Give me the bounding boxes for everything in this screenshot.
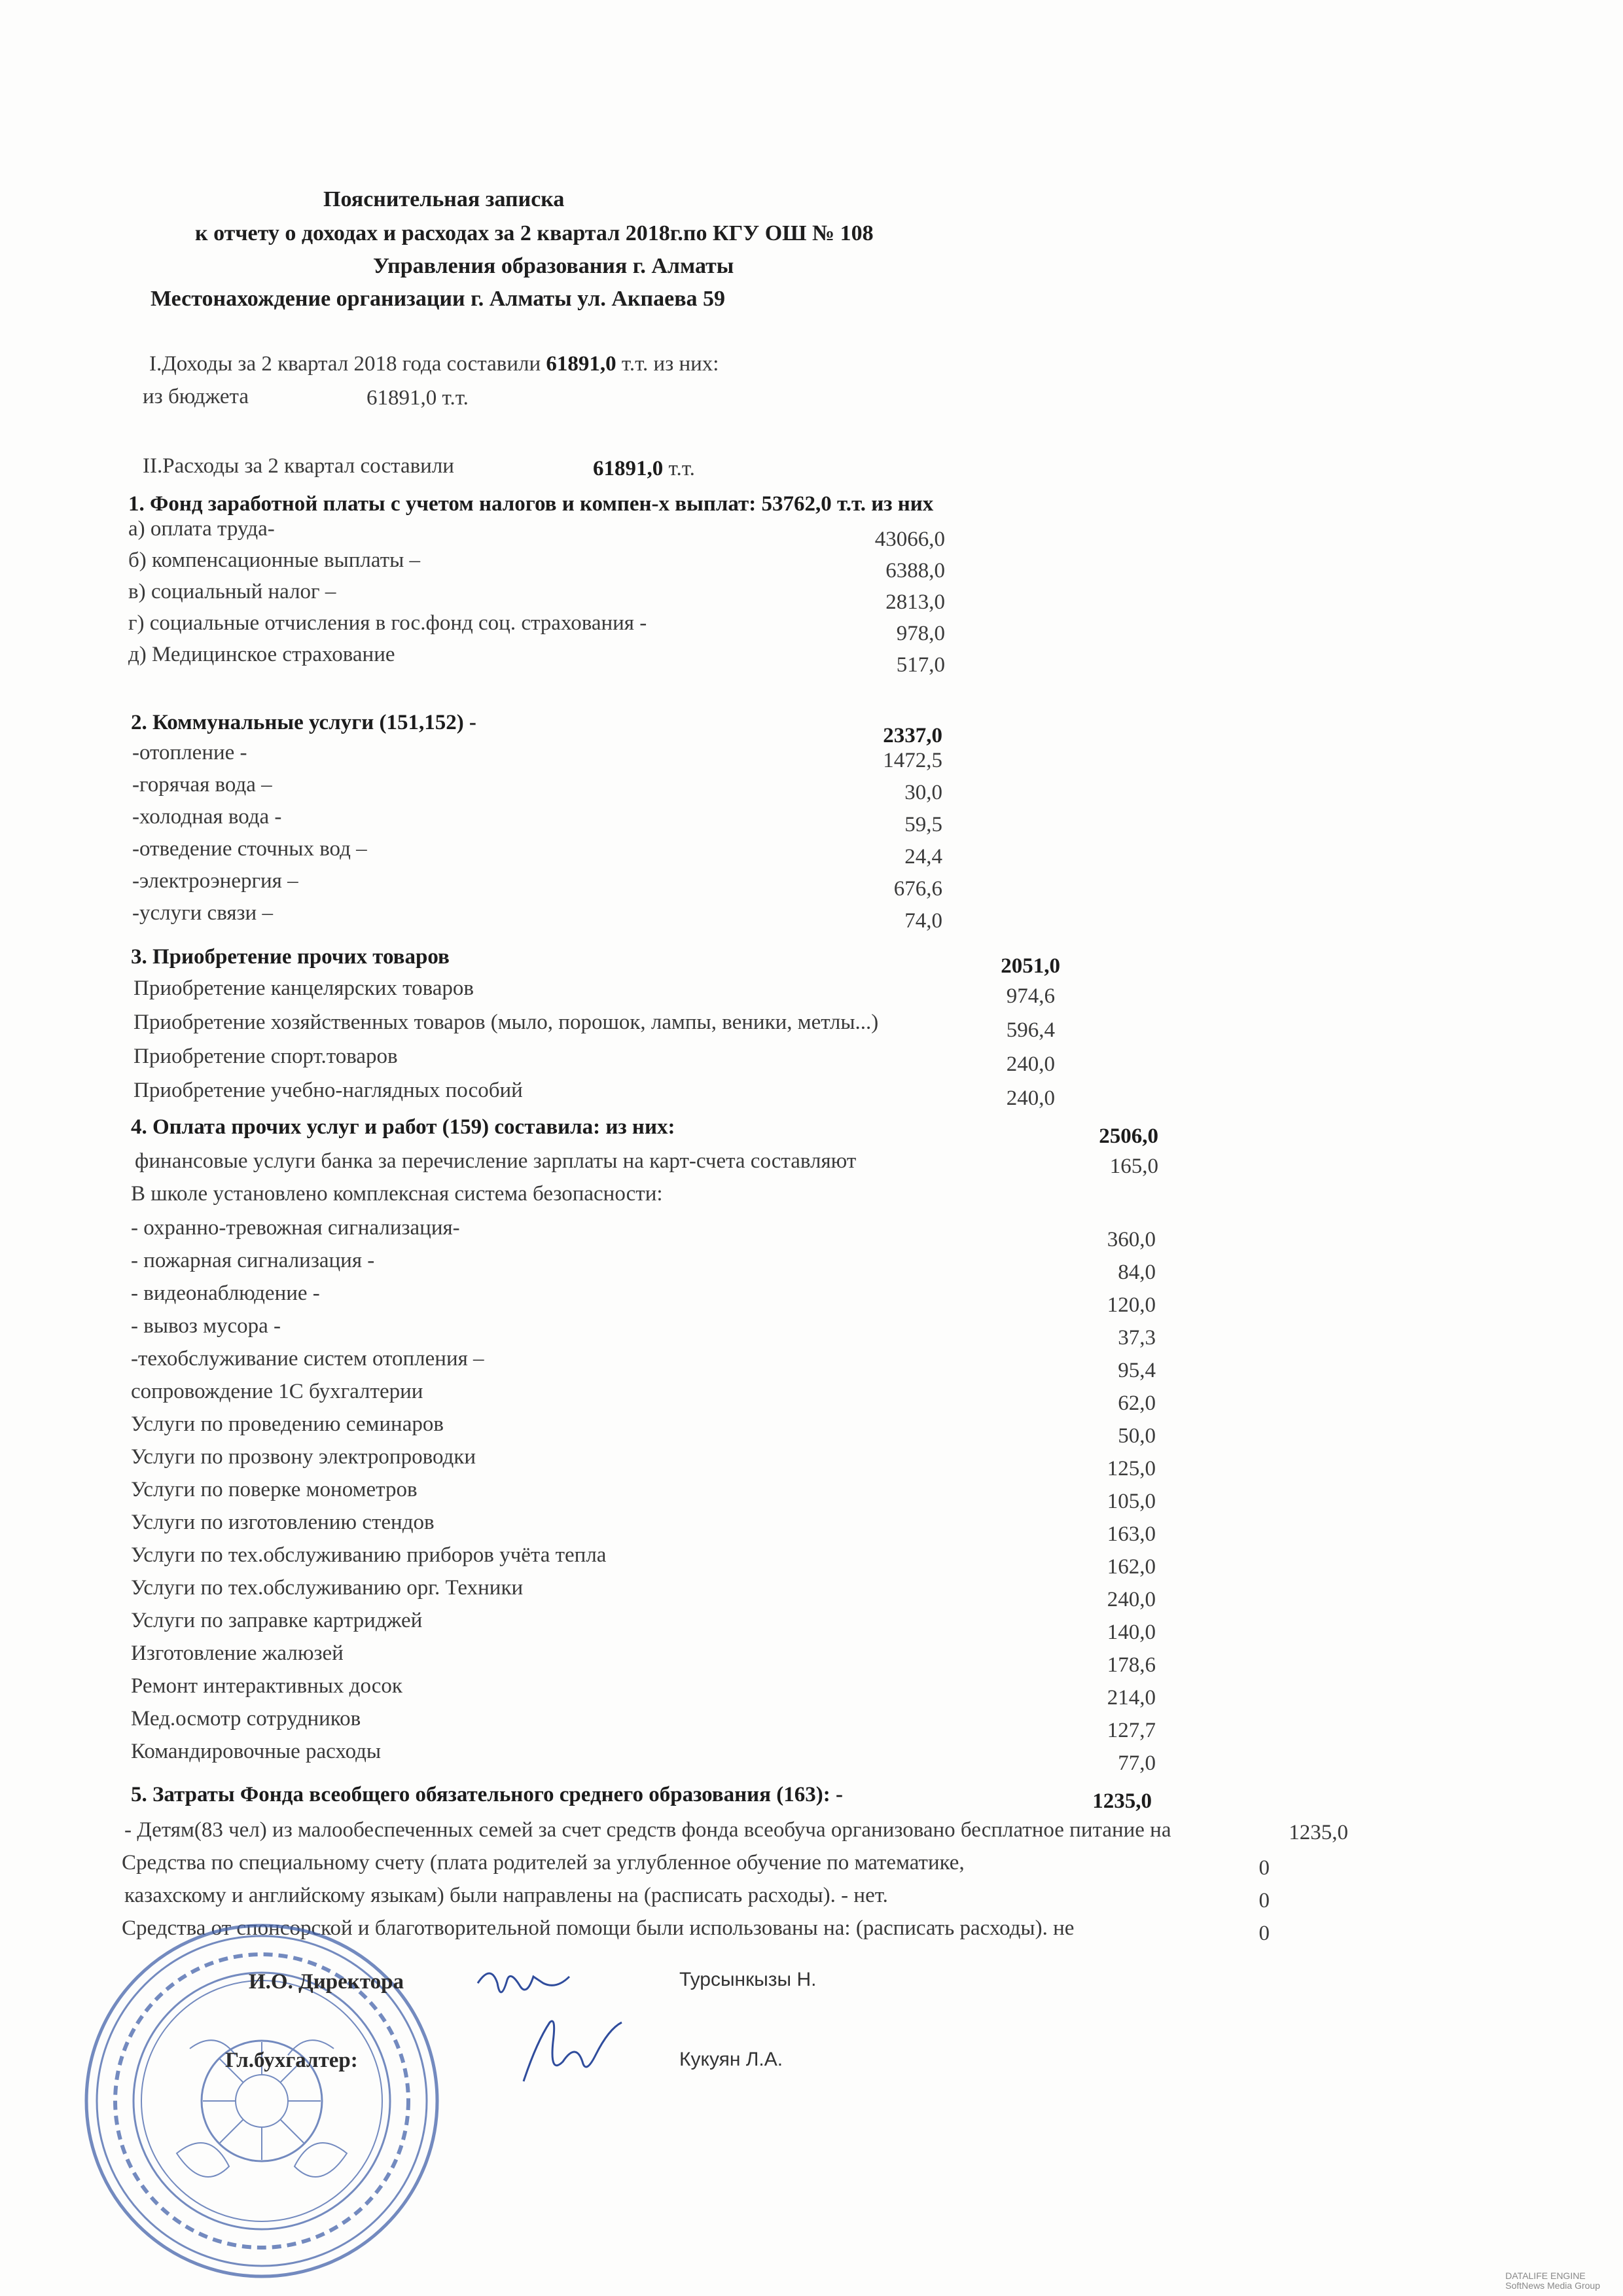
utility-item-value: 74,0	[904, 909, 942, 933]
expenses-label: II.Расходы за 2 квартал составили	[143, 454, 454, 478]
section3-total: 2051,0	[1001, 954, 1060, 978]
utility-item-value: 1472,5	[883, 749, 942, 772]
service-item-value: 84,0	[1118, 1261, 1156, 1284]
salary-item-value: 2813,0	[885, 590, 945, 614]
budget-value: 61891,0 т.т.	[366, 386, 469, 410]
special-account-value2: 0	[1258, 1889, 1270, 1912]
service-item-label: Услуги по проведению семинаров	[131, 1412, 444, 1436]
service-item-value: 214,0	[1107, 1686, 1156, 1710]
service-item-value: 125,0	[1107, 1457, 1156, 1480]
section3-title: 3. Приобретение прочих товаров	[131, 945, 450, 969]
goods-item-value: 596,4	[1006, 1018, 1055, 1042]
service-item-value: 162,0	[1107, 1555, 1156, 1579]
expenses-unit: т.т.	[663, 457, 695, 480]
service-item-value: 37,3	[1118, 1326, 1156, 1350]
special-account-line2: казахскому и английскому языкам) были направлены на (расписать расходы). - нет.	[124, 1884, 888, 1907]
salary-item-value: 978,0	[896, 622, 945, 645]
service-item-value: 62,0	[1118, 1391, 1156, 1415]
salary-item-label: а) оплата труда-	[128, 517, 275, 541]
sponsor-funds-value: 0	[1258, 1922, 1270, 1945]
service-item-value: 140,0	[1107, 1621, 1156, 1644]
salary-item-label: г) социальные отчисления в гос.фонд соц. страхования -	[128, 611, 647, 635]
section2-title: 2. Коммунальные услуги (151,152) -	[131, 711, 476, 734]
doc-subtitle: к отчету о доходах и расходах за 2 квартал 2018г.по КГУ ОШ № 108	[195, 221, 874, 245]
utility-item-label: -горячая вода –	[132, 773, 272, 797]
goods-item-label: Приобретение канцелярских товаров	[134, 977, 474, 1000]
section2-total: 2337,0	[883, 724, 942, 747]
goods-item-label: Приобретение спорт.товаров	[134, 1045, 398, 1068]
goods-item-value: 240,0	[1006, 1086, 1055, 1110]
utility-item-label: -электроэнергия –	[132, 869, 298, 893]
salary-item-label: в) социальный налог –	[128, 580, 336, 603]
watermark-line1: DATALIFE ENGINE	[1505, 2270, 1586, 2281]
service-item-label: Услуги по тех.обслуживанию орг. Техники	[131, 1576, 524, 1600]
expenses-total-line	[593, 458, 695, 480]
service-item-value: 360,0	[1107, 1228, 1156, 1251]
utility-item-value: 30,0	[904, 781, 942, 804]
service-item-value: 95,4	[1118, 1359, 1156, 1382]
utility-item-label: -холодная вода -	[132, 805, 282, 829]
section5-total: 1235,0	[1092, 1789, 1152, 1813]
service-item-label: - вывоз мусора -	[131, 1314, 281, 1338]
accountant-name: Кукуян Л.А.	[679, 2049, 783, 2070]
utility-item-value: 59,5	[904, 813, 942, 836]
salary-item-label: д) Медицинское страхование	[128, 643, 395, 666]
doc-organization: Управления образования г. Алматы	[373, 254, 734, 278]
security-label: В школе установлено комплексная система безопасности:	[131, 1182, 663, 1206]
service-item-value: 127,7	[1107, 1719, 1156, 1742]
section4-title: 4. Оплата прочих услуг и работ (159) составила: из них:	[131, 1115, 675, 1139]
director-label: И.О. Директора	[249, 1970, 404, 1994]
utility-item-label: -отопление -	[132, 741, 247, 764]
service-item-value: 240,0	[1107, 1588, 1156, 1611]
budget-label: из бюджета	[143, 385, 249, 408]
service-item-label: Услуги по тех.обслуживанию приборов учёта тепла	[131, 1543, 607, 1567]
service-item-value: 77,0	[1118, 1751, 1156, 1775]
income-suffix: т.т. из них:	[616, 352, 719, 376]
utility-item-value: 24,4	[904, 845, 942, 869]
director-signature	[471, 1957, 602, 2009]
doc-title: Пояснительная записка	[323, 187, 565, 211]
service-item-value: 105,0	[1107, 1490, 1156, 1513]
expenses-total: 61891,0	[593, 457, 664, 480]
income-line	[149, 353, 719, 375]
goods-item-value: 974,6	[1006, 984, 1055, 1008]
service-item-label: - охранно-тревожная сигнализация-	[131, 1216, 460, 1240]
service-item-label: Командировочные расходы	[131, 1740, 382, 1763]
service-item-label: Услуги по заправке картриджей	[131, 1609, 423, 1632]
salary-item-value: 517,0	[896, 653, 945, 677]
service-item-label: Услуги по поверке монометров	[131, 1478, 418, 1501]
service-item-value: 178,6	[1107, 1653, 1156, 1677]
watermark	[1505, 2271, 1600, 2290]
utility-item-label: -отведение сточных вод –	[132, 837, 367, 861]
special-account-line1: Средства по специальному счету (плата родителей за углубленное обучение по математике,	[122, 1851, 965, 1874]
service-item-label: Мед.осмотр сотрудников	[131, 1707, 361, 1731]
goods-item-label: Приобретение учебно-наглядных пособий	[134, 1079, 523, 1102]
utility-item-label: -услуги связи –	[132, 901, 273, 925]
salary-item-value: 43066,0	[874, 528, 945, 551]
service-item-label: Ремонт интерактивных досок	[131, 1674, 402, 1698]
section5-title: 5. Затраты Фонда всеобщего обязательного среднего образования (163): -	[131, 1783, 843, 1806]
salary-item-label: б) компенсационные выплаты –	[128, 548, 421, 572]
special-account-value1: 0	[1258, 1856, 1270, 1880]
doc-location: Местонахождение организации г. Алматы ул. Акпаева 59	[151, 287, 726, 311]
section4-total: 2506,0	[1099, 1124, 1158, 1148]
bank-services-label: финансовые услуги банка за перечисление зарплаты на карт-счета составляют	[135, 1149, 857, 1173]
service-item-value: 163,0	[1107, 1522, 1156, 1546]
service-item-label: Изготовление жалюзей	[131, 1641, 344, 1665]
goods-item-label: Приобретение хозяйственных товаров (мыло, порошок, лампы, веники, метлы...)	[134, 1011, 879, 1034]
section1-title: 1. Фонд заработной платы с учетом налогов и компен-х выплат: 53762,0 т.т. из них	[128, 492, 934, 516]
sponsor-funds-label: Средства от спонсорской и благотворительной помощи были использованы на: (расписать расходы). не	[122, 1916, 1075, 1940]
watermark-line2: SoftNews Media Group	[1505, 2280, 1600, 2291]
service-item-label: - видеонаблюдение -	[131, 1282, 320, 1305]
service-item-label: - пожарная сигнализация -	[131, 1249, 375, 1272]
service-item-label: Услуги по изготовлению стендов	[131, 1511, 435, 1534]
service-item-label: Услуги по прозвону электропроводки	[131, 1445, 476, 1469]
accountant-label: Гл.бухгалтер:	[225, 2049, 358, 2072]
income-prefix: I.Доходы за 2 квартал 2018 года составили	[149, 352, 546, 376]
children-meals-value: 1235,0	[1289, 1821, 1348, 1844]
service-item-value: 50,0	[1118, 1424, 1156, 1448]
goods-item-value: 240,0	[1006, 1052, 1055, 1076]
utility-item-value: 676,6	[893, 877, 942, 901]
income-total: 61891,0	[546, 352, 616, 376]
service-item-label: -техобслуживание систем отопления –	[131, 1347, 484, 1371]
salary-item-value: 6388,0	[885, 559, 945, 583]
children-meals-label: - Детям(83 чел) из малообеспеченных семей за счет средств фонда всеобуча организовано бесплатное питание на	[124, 1818, 1171, 1842]
accountant-signature	[510, 2003, 641, 2094]
service-item-label: сопровождение 1С бухгалтерии	[131, 1380, 423, 1403]
bank-services-value: 165,0	[1109, 1155, 1158, 1178]
director-name: Турсынкызы Н.	[679, 1969, 817, 1990]
service-item-value: 120,0	[1107, 1293, 1156, 1317]
